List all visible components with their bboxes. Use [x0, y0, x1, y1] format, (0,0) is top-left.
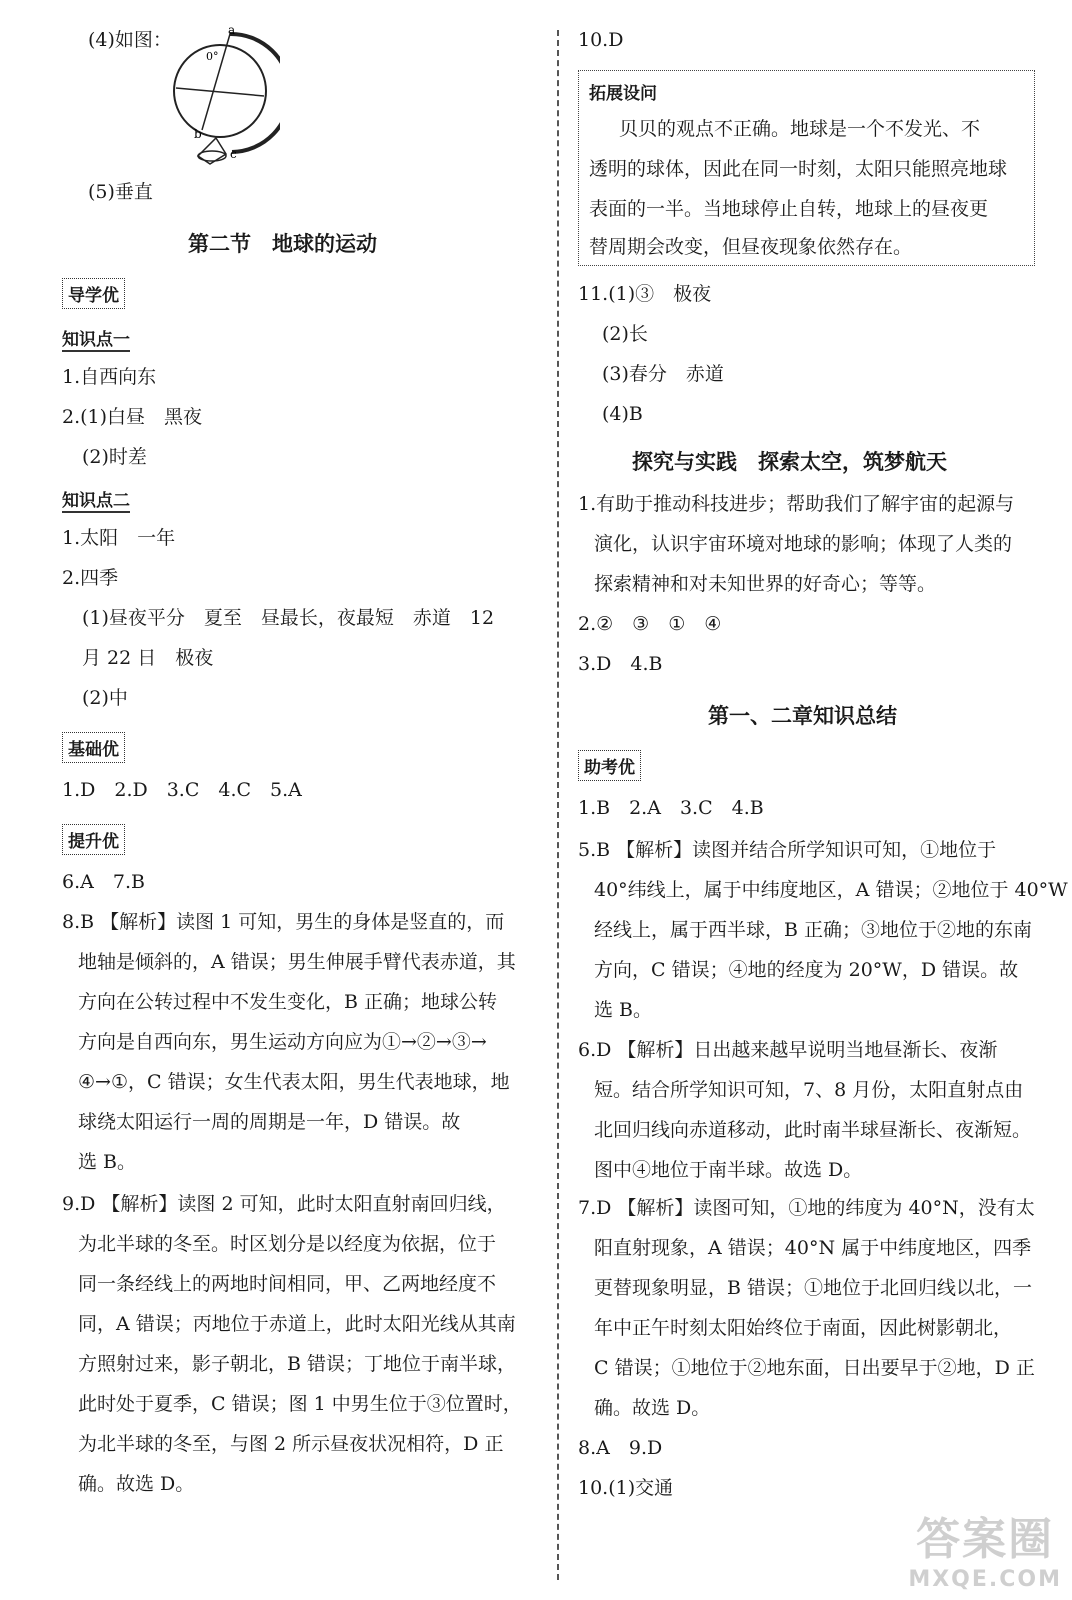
kp2-item-1: 1.太阳 一年 [62, 527, 176, 549]
kp2-item-2a: (1)昼夜平分 夏至 昼最长，夜最短 赤道 12 [82, 607, 495, 629]
box-line: 替周期会改变，但昼夜现象依然存在。 [589, 236, 913, 258]
column-divider [557, 30, 559, 1580]
s2-q3: 3.D 4.B [578, 653, 663, 675]
q11-line: (3)春分 赤道 [602, 363, 724, 385]
q9-line: 为北半球的冬至。时区划分是以经度为依据，位于 [78, 1233, 497, 1255]
kp1-item-1: 1.自西向东 [62, 366, 157, 388]
s3-q6-line: 图中④地位于南半球。故选 D。 [594, 1159, 863, 1181]
globe-label-c: c [230, 147, 237, 161]
s3-q6-line: 短。结合所学知识可知，7、8 月份，太阳直射点由 [594, 1079, 1024, 1101]
q8-line: 球绕太阳运行一周的周期是一年，D 错误。故 [78, 1111, 461, 1133]
q9-line: 9.D 【解析】读图 2 可知，此时太阳直射南回归线， [62, 1193, 506, 1215]
q8-line: 选 B。 [78, 1151, 137, 1173]
s3-q7-line: 7.D 【解析】读图可知，①地的纬度为 40°N，没有太 [578, 1197, 1035, 1219]
q4-label: (4)如图： [88, 29, 172, 51]
s3-q5-line: 经线上，属于西半球，B 正确；③地位于②地的东南 [594, 919, 1033, 941]
tag-tisheng: 提升优 [62, 824, 125, 855]
q9-line: 同一条经线上的两地时间相同，甲、乙两地经度不 [78, 1273, 497, 1295]
q8-line: ④→①，C 错误；女生代表太阳，男生代表地球，地 [78, 1071, 510, 1093]
kp2-item-2: 2.四季 [62, 567, 119, 589]
site-watermark [908, 1503, 1062, 1592]
s3-q5-line: 方向，C 错误；④地的经度为 20°W，D 错误。故 [594, 959, 1019, 981]
q11-line: (4)B [602, 403, 643, 425]
section-title-summary: 第一、二章知识总结 [708, 704, 897, 728]
s3-q6-line: 北回归线向赤道移动，此时南半球昼渐长、夜渐短。 [594, 1119, 1032, 1141]
globe-label-deg: 0° [206, 50, 219, 63]
kp2-item-2b: (2)中 [82, 687, 128, 709]
s3-q6-line: 6.D 【解析】日出越来越早说明当地昼渐长、夜渐 [578, 1039, 998, 1061]
q11-line: (2)长 [602, 323, 648, 345]
section-title-space: 探究与实践 探索太空，筑梦航天 [632, 450, 947, 474]
q9-line: 确。故选 D。 [78, 1473, 195, 1495]
q5: (5)垂直 [88, 181, 153, 203]
tag-jichu: 基础优 [62, 732, 125, 763]
q9-line: 同，A 错误；丙地位于赤道上，此时太阳光线从其南 [78, 1313, 516, 1335]
knowledge-point-2: 知识点二 [62, 486, 130, 513]
q8-line: 地轴是倾斜的，A 错误；男生伸展手臂代表赤道，其 [78, 951, 516, 973]
knowledge-point-1: 知识点一 [62, 325, 130, 352]
tag-zhukao: 助考优 [578, 750, 641, 781]
s2-q1-line: 1.有助于推动科技进步；帮助我们了解宇宙的起源与 [578, 493, 1015, 515]
s3-q7-line: 阳直射现象，A 错误；40°N 属于中纬度地区，四季 [594, 1237, 1032, 1259]
globe-label-b: b [194, 127, 202, 141]
s3-q7-line: 确。故选 D。 [594, 1397, 711, 1419]
s3-q10: 10.(1)交通 [578, 1477, 674, 1499]
box-title: 拓展设问 [589, 84, 657, 104]
s3-q7-line: 更替现象明显，B 错误；①地位于北回归线以北，一 [594, 1277, 1033, 1299]
q9-line: 方照射过来，影子朝北，B 错误；丁地位于南半球， [78, 1353, 517, 1375]
extension-question-box [578, 70, 1035, 266]
section-title-earth-motion: 第二节 地球的运动 [188, 232, 377, 256]
jichu-answers: 1.D 2.D 3.C 4.C 5.A [62, 779, 302, 801]
q9-line: 为北半球的冬至，与图 2 所示昼夜状况相符，D 正 [78, 1433, 504, 1455]
box-line: 透明的球体，因此在同一时刻，太阳只能照亮地球 [589, 158, 1008, 180]
q8-line: 方向是自西向东，男生运动方向应为①→②→③→ [78, 1031, 487, 1053]
kp1-item-2: 2.(1)白昼 黑夜 [62, 406, 203, 428]
s2-q2: 2.② ③ ① ④ [578, 613, 722, 635]
box-line: 表面的一半。当地球停止自转，地球上的昼夜更 [589, 198, 989, 220]
watermark-line1: 答案圈 [916, 1514, 1055, 1565]
q8-line: 8.B 【解析】读图 1 可知，男生的身体是竖直的，而 [62, 911, 505, 933]
q10-answer: 10.D [578, 29, 624, 51]
s3-q5-line: 40°纬线上，属于中纬度地区，A 错误；②地位于 40°W [594, 879, 1068, 901]
tag-daoxue: 导学优 [62, 278, 125, 309]
s3-q5-line: 5.B 【解析】读图并结合所学知识可知，①地位于 [578, 839, 997, 861]
box-line: 贝贝的观点不正确。地球是一个不发光、不 [619, 118, 981, 140]
s2-q1-line: 探索精神和对未知世界的好奇心；等等。 [594, 573, 937, 595]
s3-q8-9: 8.A 9.D [578, 1437, 663, 1459]
q11-line: 11.(1)③ 极夜 [578, 283, 712, 305]
s3-q7-line: C 错误；①地位于②地东面，日出要早于②地，D 正 [594, 1357, 1035, 1379]
kp2-item-2a-cont: 月 22 日 极夜 [82, 647, 214, 669]
watermark-line2: MXQE.COM [908, 1567, 1062, 1592]
globe-label-a: a [228, 26, 236, 37]
s3-q5-line: 选 B。 [594, 999, 653, 1021]
tisheng-answers: 6.A 7.B [62, 871, 145, 893]
globe-diagram [170, 26, 280, 166]
s2-q1-line: 演化，认识宇宙环境对地球的影响；体现了人类的 [594, 533, 1013, 555]
q8-line: 方向在公转过程中不发生变化，B 正确；地球公转 [78, 991, 498, 1013]
q9-line: 此时处于夏季，C 错误；图 1 中男生位于③位置时， [78, 1393, 522, 1415]
kp1-item-2b: (2)时差 [82, 446, 147, 468]
s3-answers: 1.B 2.A 3.C 4.B [578, 797, 764, 819]
s3-q7-line: 年中正午时刻太阳始终位于南面，因此树影朝北， [594, 1317, 1013, 1339]
